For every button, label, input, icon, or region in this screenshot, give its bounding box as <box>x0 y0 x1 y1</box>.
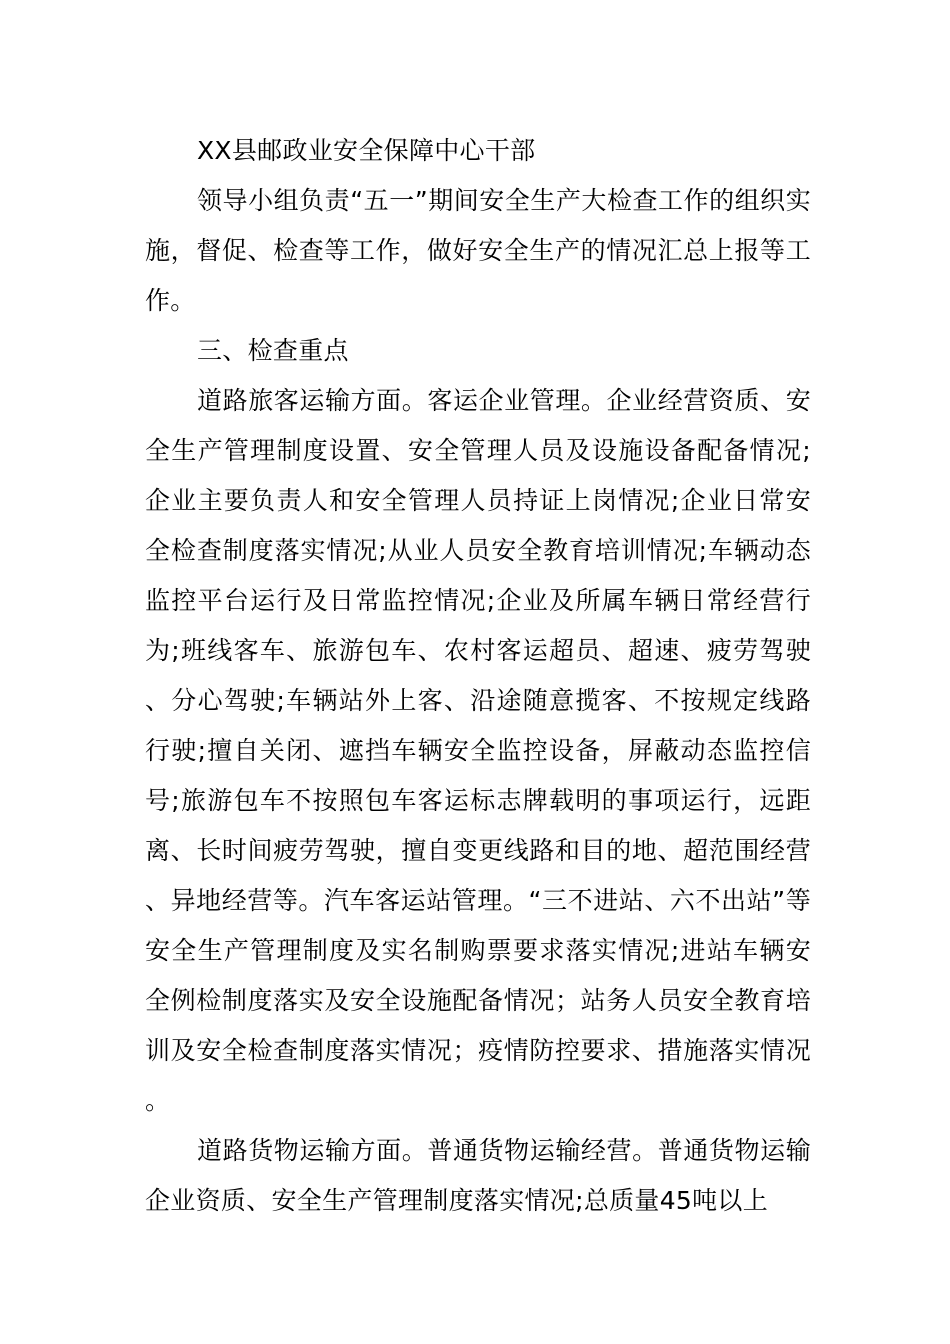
paragraph-freight-transport: 道路货物运输方面。普通货物运输经营。普通货物运输企业资质、安全生产管理制度落实情况;总质量45吨以上 <box>145 1136 811 1215</box>
paragraph-leadership-duties: 领导小组负责“五一”期间安全生产大检查工作的组织实施，督促、检查等工作，做好安全生产的情况汇总上报等工作。 <box>145 186 811 315</box>
paragraph-passenger-transport: 道路旅客运输方面。客运企业管理。企业经营资质、安全生产管理制度设置、安全管理人员及设施设备配备情况;企业主要负责人和安全管理人员持证上岗情况;企业日常安全检查制度落实情况;从业人员安全教育培训情况;车辆动态监控平台运行及日常监控情况;企业及所属车辆日常经营行为;班线客车、旅游包车、农村客运超员、超速、疲劳驾驶、分心驾驶;车辆站外上客、沿途随意揽客、不按规定线路行驶;擅自关闭、遮挡车辆安全监控设备，屏蔽动态监控信号;旅游包车不按照包车客运标志牌载明的事项运行，远距离、长时间疲劳驾驶，擅自变更线路和目的地、超范围经营、异地经营等。汽车客运站管理。“三不进站、六不出站”等安全生产管理制度及实名制购票要求落实情况;进站车辆安全例检制度落实及安全设施配备情况；站务人员安全教育培训及安全检查制度落实情况；疫情防控要求、措施落实情况。 <box>145 386 811 1115</box>
document-body <box>145 126 811 1226</box>
paragraph-unit-name: XX县邮政业安全保障中心干部 <box>197 136 536 165</box>
section-heading-inspection-focus: 三、检查重点 <box>197 336 349 365</box>
